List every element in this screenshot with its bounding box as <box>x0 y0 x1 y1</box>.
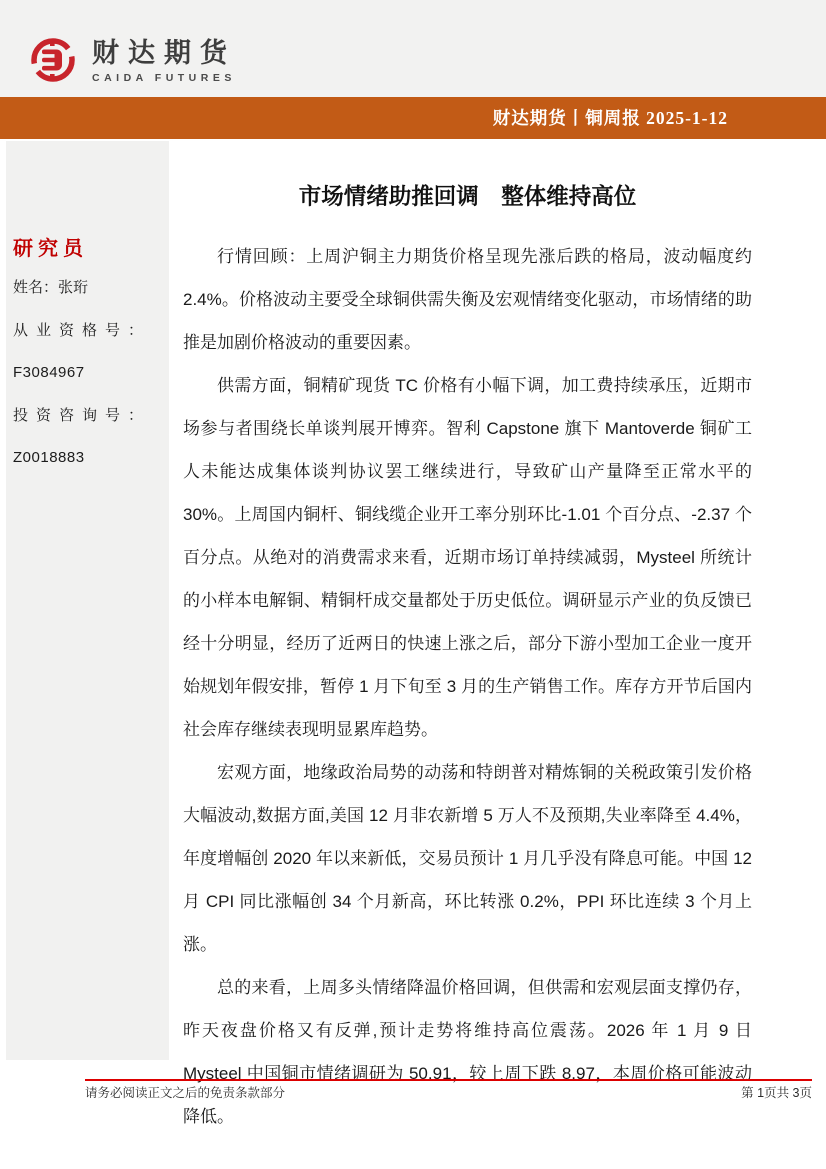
footer-divider <box>85 1079 812 1081</box>
disclaimer-text: 请务必阅读正文之后的免责条款部分 <box>85 1086 286 1100</box>
page-number: 第 1页共 3页 <box>741 1086 812 1100</box>
researcher-panel <box>6 141 169 1060</box>
paragraph-macro: 宏观方面，地缘政治局势的动荡和特朗普对精炼铜的关税政策引发价格大幅波动,数据方面,美国 12 月非农新增 5 万人不及预期,失业率降至 4.4%，年度增幅创 2020 年以来新低，交易员预计 1 月几乎没有降息可能。中国 12 月 CPI 同比涨幅创 34 个月新高，环比转涨 0.2%，PPI 环比连续 3 个月上涨。 <box>183 763 752 954</box>
advisory-label: 投资咨询号： <box>13 407 152 424</box>
qualification-label: 从业资格号： <box>13 322 152 339</box>
footer-row <box>85 1086 812 1101</box>
paragraph-market-review: 行情回顾：上周沪铜主力期货价格呈现先涨后跌的格局，波动幅度约 2.4%。价格波动主要受全球铜供需失衡及宏观情绪变化驱动，市场情绪的助推是加剧价格波动的重要因素。 <box>183 247 752 352</box>
advisory-number: Z0018883 <box>13 449 85 466</box>
report-body <box>183 182 752 1138</box>
paragraph-supply-demand: 供需方面，铜精矿现货 TC 价格有小幅下调，加工费持续承压，近期市场参与者围绕长单谈判展开博弈。智利 Capstone 旗下 Mantoverde 铜矿工人未能达成集体谈判协议罢工继续进行，导致矿山产量降至正常水平的 30%。上周国内铜杆、铜线缆企业开工率分别环比-1.01 个百分点、-2.37 个百分点。从绝对的消费需求来看，近期市场订单持续减弱，Mysteel 所统计的小样本电解铜、精铜杆成交量都处于历史低位。调研显示产业的负反馈已经十分明显，经历了近两日的快速上涨之后，部分下游小型加工企业一度开始规划年假安排，暂停 1 月下旬至 3 月的生产销售工作。库存方开节后国内社会库存继续表现明显累库趋势。 <box>183 376 752 739</box>
researcher-fields <box>13 267 169 480</box>
company-logo <box>29 36 236 84</box>
researcher-heading: 研究员 <box>13 238 88 260</box>
banner-title: 财达期货丨铜周报 2025-1-12 <box>492 108 728 128</box>
brand-name: 财达期货 <box>92 38 236 68</box>
page-footer <box>85 1079 812 1101</box>
report-title: 市场情绪助推回调 整体维持高位 <box>298 184 637 209</box>
paragraph-summary: 总的来看，上周多头情绪降温价格回调，但供需和宏观层面支撑仍存，昨天夜盘价格又有反弹,预计走势将维持高位震荡。2026 年 1 月 9 日 Mysteel 中国铜市情绪调研为 50.91，较上周下跌 8.97，本周价格可能波动降低。 <box>183 978 752 1126</box>
brand-block <box>92 36 236 84</box>
report-text <box>183 235 752 1138</box>
researcher-name: 姓名：张珩 <box>13 280 89 296</box>
brand-name-en: CAIDA FUTURES <box>92 72 236 84</box>
report-banner <box>0 97 826 139</box>
page-header <box>0 0 826 97</box>
caida-coin-emblem-icon <box>29 36 77 84</box>
qualification-number: F3084967 <box>13 364 85 381</box>
